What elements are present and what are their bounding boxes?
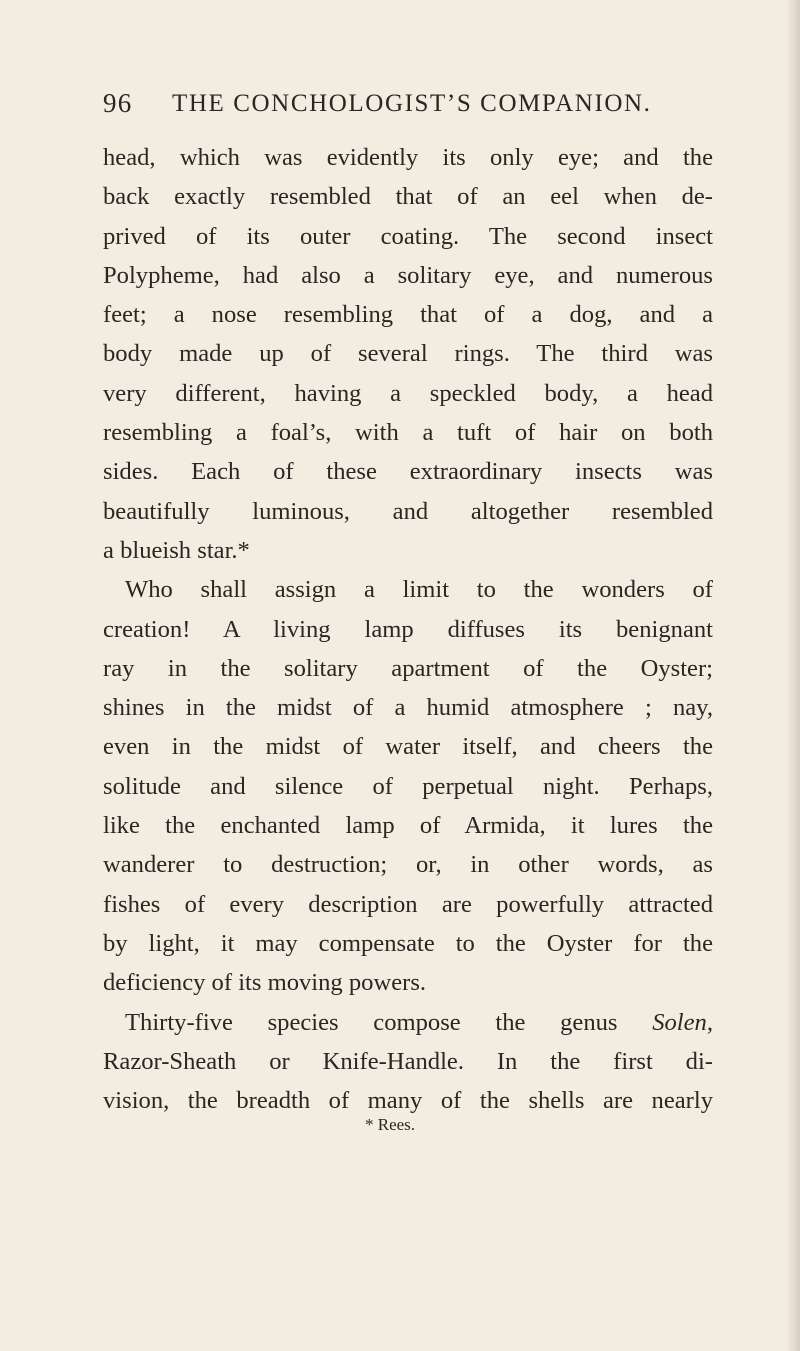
page-number: 96 (103, 88, 133, 118)
text-line: beautifully luminous, and altogether resembled (103, 497, 713, 525)
text-line: solitude and silence of perpetual night. Perhaps, (103, 772, 713, 800)
text-line: very different, having a speckled body, a head (103, 379, 713, 407)
page-edge-shadow (786, 0, 800, 1351)
footnote: * Rees. (365, 1115, 416, 1134)
genus-name: Solen, (652, 1008, 713, 1036)
text-line: Polypheme, had also a solitary eye, and numerous (103, 261, 713, 289)
text-line: feet; a nose resembling that of a dog, and a (103, 301, 713, 329)
body-text (103, 138, 713, 1120)
text-line: Who shall assign a limit to the wonders of (125, 576, 713, 604)
text-line: Razor-Sheath or Knife-Handle. In the first di- (103, 1047, 713, 1075)
text-line: by light, it may compensate to the Oyster for the (103, 929, 713, 957)
text-line: head, which was evidently its only eye; and the (103, 144, 713, 171)
text-line: sides. Each of these extraordinary insects was (103, 458, 713, 486)
text-line (103, 1003, 713, 1042)
text-line: like the enchanted lamp of Armida, it lures the (103, 812, 713, 840)
text-line: fishes of every description are powerfully attracted (103, 890, 713, 918)
page-header (103, 88, 723, 124)
text-line: vision, the breadth of many of the shells are nearly (103, 1087, 713, 1115)
text-line: resembling a foal’s, with a tuft of hair on both (103, 419, 713, 447)
text-line: ray in the solitary apartment of the Oyster; (103, 654, 713, 682)
text-line: deficiency of its moving powers. (103, 969, 427, 997)
text-line: wanderer to destruction; or, in other words, as (103, 851, 713, 879)
text-line: prived of its outer coating. The second insect (103, 222, 713, 250)
text-run: Thirty-five species compose the genus (125, 1008, 618, 1036)
text-line: a blueish star.* (103, 536, 250, 564)
text-line: creation! A living lamp diffuses its benignant (103, 615, 713, 643)
text-line: back exactly resembled that of an eel when de- (103, 183, 713, 211)
text-line: even in the midst of water itself, and cheers the (103, 733, 713, 761)
running-title: THE CONCHOLOGIST’S COMPANION. (172, 90, 652, 117)
text-line: shines in the midst of a humid atmosphere ; nay, (103, 694, 713, 722)
text-line: body made up of several rings. The third was (103, 340, 713, 368)
